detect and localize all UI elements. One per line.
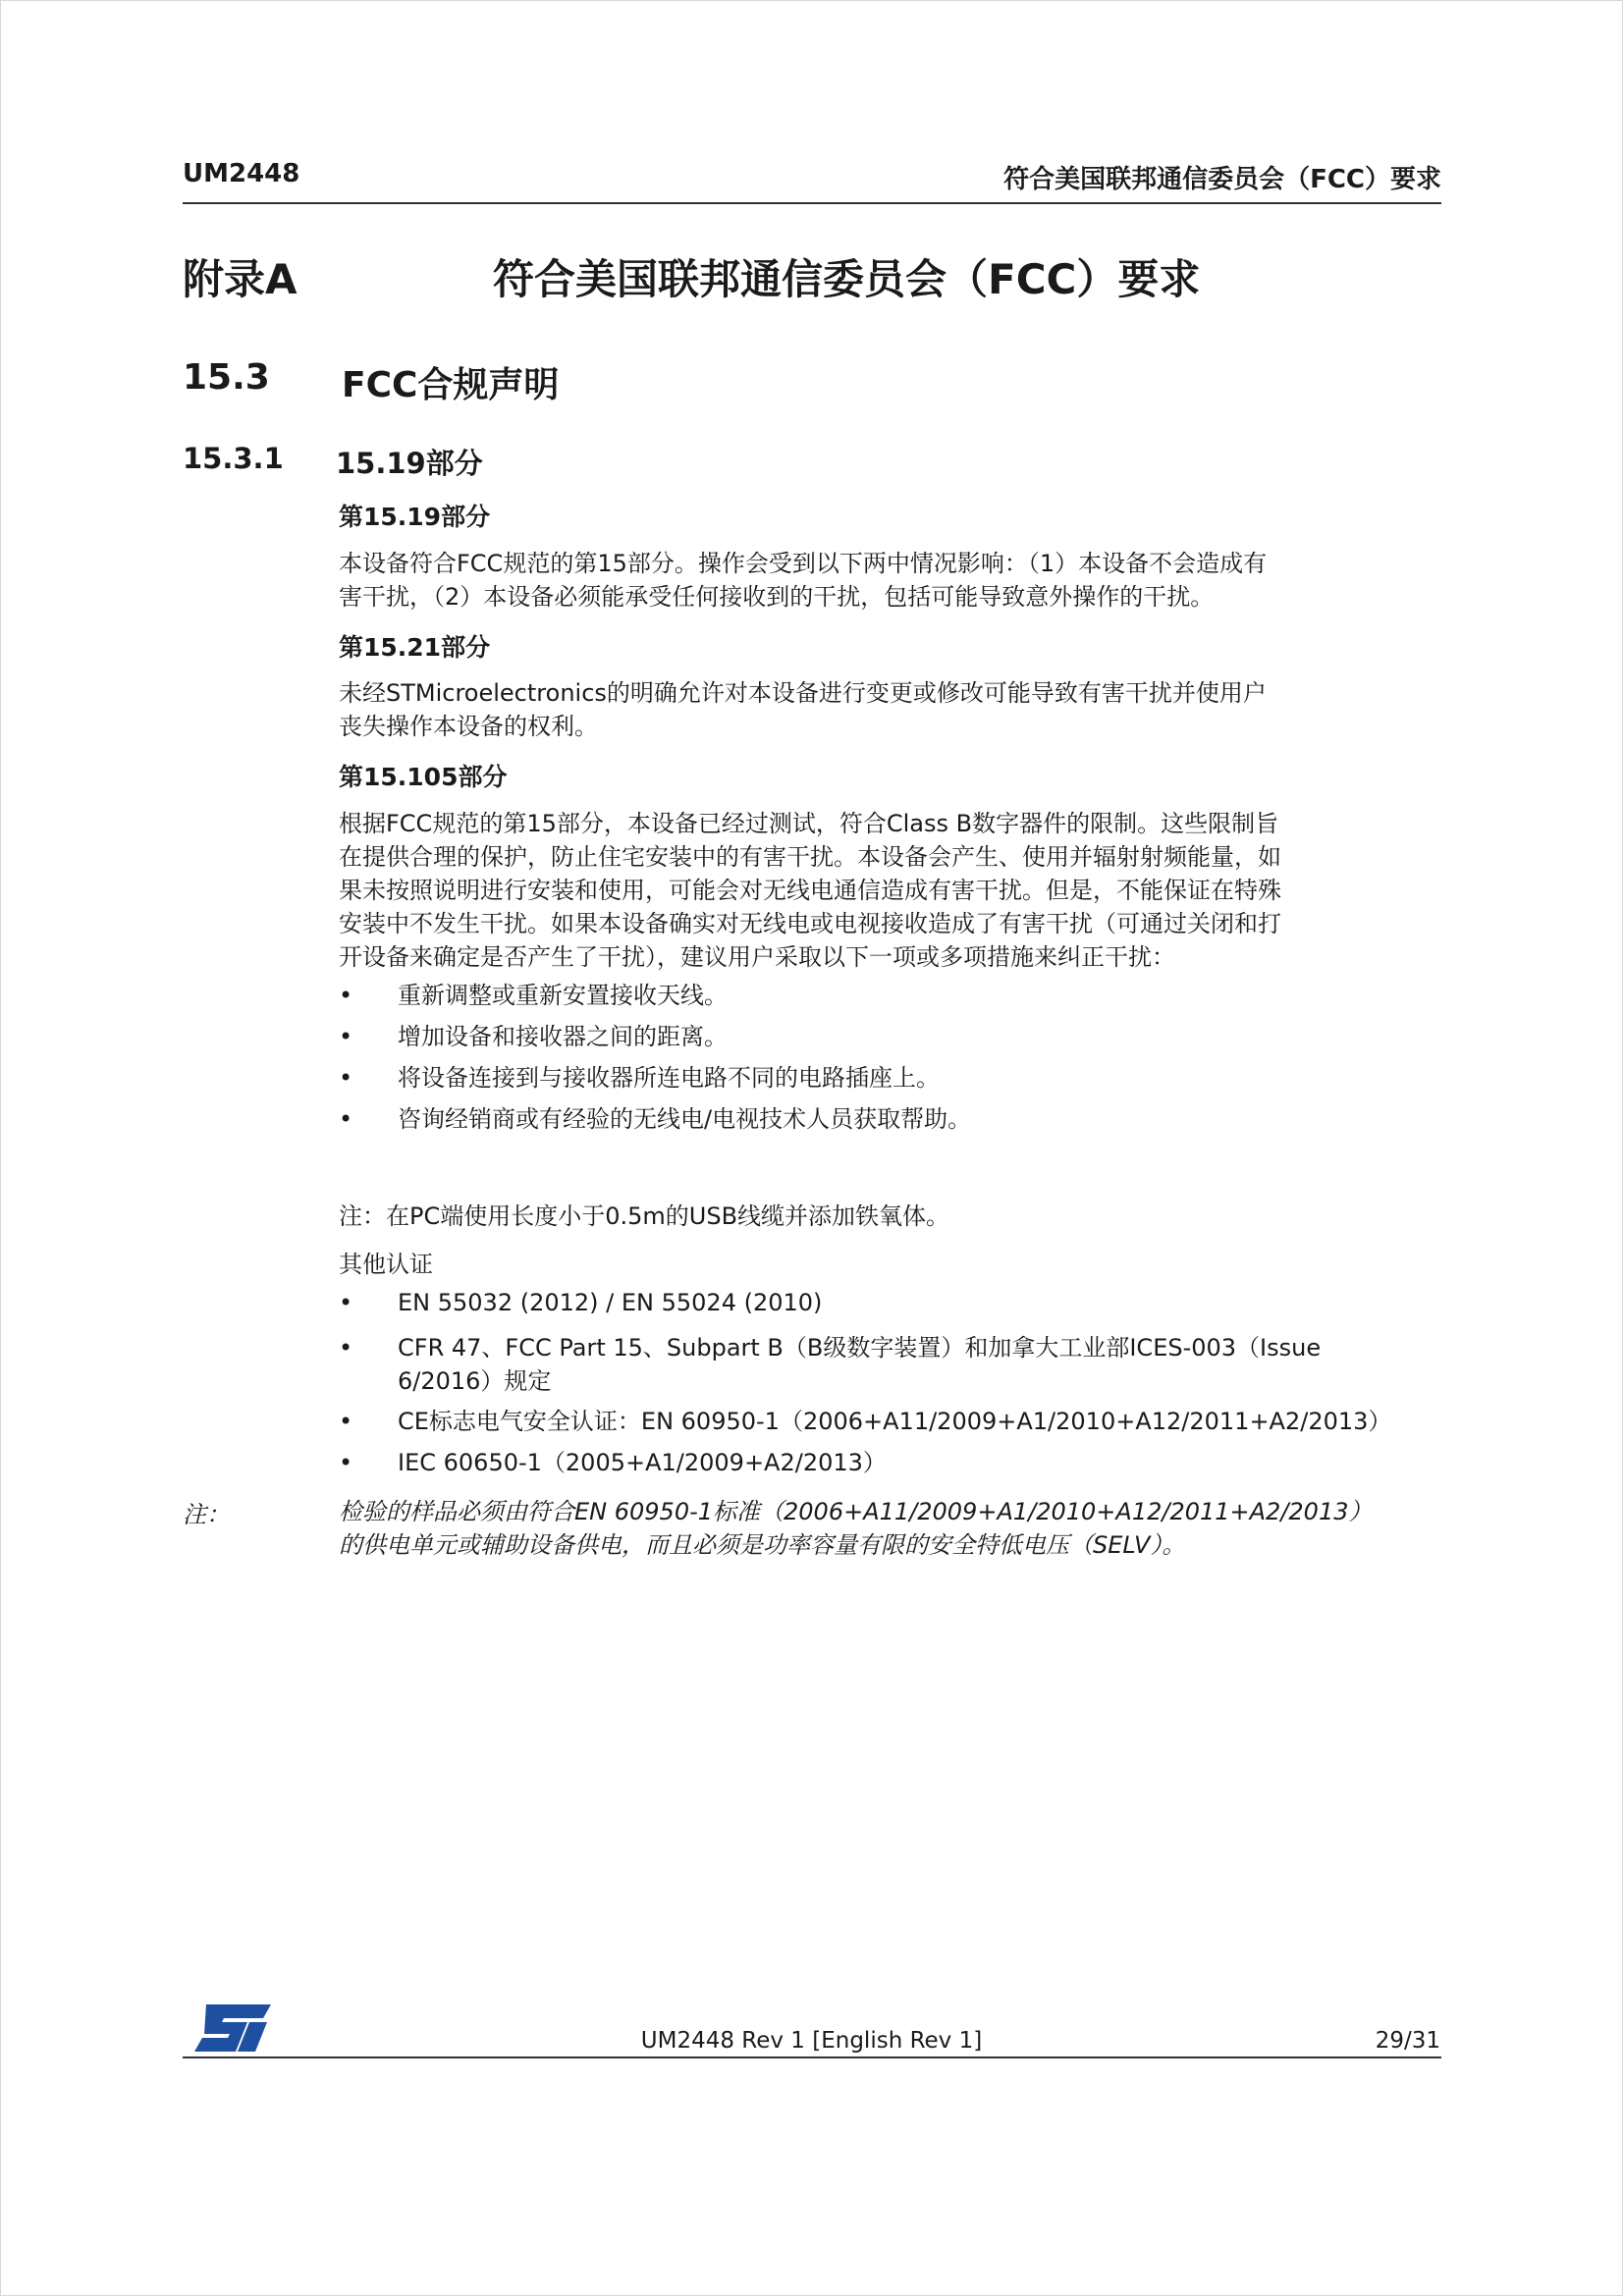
- appendix-label: 附录A: [183, 255, 298, 303]
- appendix-title: 符合美国联邦通信委员会（FCC）要求: [493, 255, 1201, 303]
- list-item-text: [398, 1331, 1438, 1398]
- note-line: 检验的样品必须由符合EN 60950-1标准（2006+A11/2009+A1/2010+A12/2011+A2/2013）: [339, 1498, 1373, 1525]
- list-item-text: 咨询经销商或有经验的无线电/电视技术人员获取帮助。: [398, 1105, 972, 1133]
- subsection-title: 15.19部分: [336, 447, 483, 480]
- subsection-number: 15.3.1: [183, 442, 284, 475]
- paragraph-line: 开设备来确定是否产生了干扰），建议用户采取以下一项或多项措施来纠正干扰：: [339, 943, 1175, 971]
- bullet-dot: •: [339, 1334, 353, 1362]
- list-item-text: EN 55032 (2012) / EN 55024 (2010): [398, 1289, 823, 1316]
- list-item-text: CE标志电气安全认证：EN 60950-1（2006+A11/2009+A1/2010+A12/2011+A2/2013）: [398, 1408, 1392, 1435]
- paragraph-line: 丧失操作本设备的权利。: [339, 713, 598, 740]
- paragraph-line: 本设备符合FCC规范的第15部分。操作会受到以下两中情况影响：（1）本设备不会造成有: [339, 550, 1268, 577]
- paragraph-line: 根据FCC规范的第15部分，本设备已经过测试，符合Class B数字器件的限制。这些限制旨: [339, 810, 1279, 837]
- list-item-text: 增加设备和接收器之间的距离。: [398, 1023, 728, 1050]
- footer-page-number: 29/31: [1375, 2028, 1440, 2054]
- note-label: 注：: [183, 1501, 230, 1528]
- footer-doc-rev: UM2448 Rev 1 [English Rev 1]: [640, 2028, 983, 2054]
- header-section-title: 符合美国联邦通信委员会（FCC）要求: [1003, 165, 1441, 194]
- list-item-text: IEC 60650-1（2005+A1/2009+A2/2013）: [398, 1449, 887, 1476]
- paragraph-line: 安装中不发生干扰。如果本设备确实对无线电或电视接收造成了有害干扰（可通过关闭和打: [339, 910, 1281, 937]
- paragraph-line: 未经STMicroelectronics的明确允许对本设备进行变更或修改可能导致有害干扰并使用户: [339, 679, 1267, 707]
- bullet-dot: •: [339, 1289, 353, 1316]
- note-text: [339, 1495, 1438, 1562]
- list-item-line: 6/2016）规定: [398, 1367, 552, 1395]
- list-item-text: 将设备连接到与接收器所连电路不同的电路插座上。: [398, 1064, 940, 1092]
- part-heading: 第15.105部分: [339, 763, 508, 791]
- bullet-dot: •: [339, 1408, 353, 1435]
- list-item-line: CFR 47、FCC Part 15、Subpart B（B级数字装置）和加拿大工业部ICES-003（Issue: [398, 1334, 1322, 1362]
- bullet-dot: •: [339, 982, 353, 1009]
- bullet-dot: •: [339, 1449, 353, 1476]
- header-divider: [183, 202, 1441, 204]
- pc-note: 注：在PC端使用长度小于0.5m的USB线缆并添加铁氧体。: [339, 1202, 950, 1230]
- list-item-text: 重新调整或重新安置接收天线。: [398, 982, 728, 1009]
- bullet-dot: •: [339, 1023, 353, 1050]
- bullet-dot: •: [339, 1105, 353, 1133]
- part-heading: 第15.19部分: [339, 503, 491, 531]
- paragraph-line: 果未按照说明进行安装和使用，可能会对无线电通信造成有害干扰。但是，不能保证在特殊: [339, 877, 1281, 904]
- part-paragraph: [339, 676, 1438, 743]
- paragraph-line: 害干扰，（2）本设备必须能承受任何接收到的干扰，包括可能导致意外操作的干扰。: [339, 583, 1215, 611]
- note-line: 的供电单元或辅助设备供电，而且必须是功率容量有限的安全特低电压（SELV）。: [339, 1531, 1186, 1559]
- page-header: [183, 159, 1441, 198]
- part-heading: 第15.21部分: [339, 633, 491, 662]
- header-doc-id: UM2448: [183, 159, 300, 188]
- part-paragraph: [339, 547, 1438, 614]
- section-title: FCC合规声明: [342, 365, 560, 405]
- other-certs-heading: 其他认证: [339, 1251, 433, 1278]
- bullet-dot: •: [339, 1064, 353, 1092]
- paragraph-line: 在提供合理的保护，防止住宅安装中的有害干扰。本设备会产生、使用并辐射射频能量，如: [339, 843, 1281, 871]
- footer-divider: [183, 2056, 1441, 2058]
- section-number: 15.3: [183, 357, 270, 398]
- part-paragraph: [339, 807, 1438, 974]
